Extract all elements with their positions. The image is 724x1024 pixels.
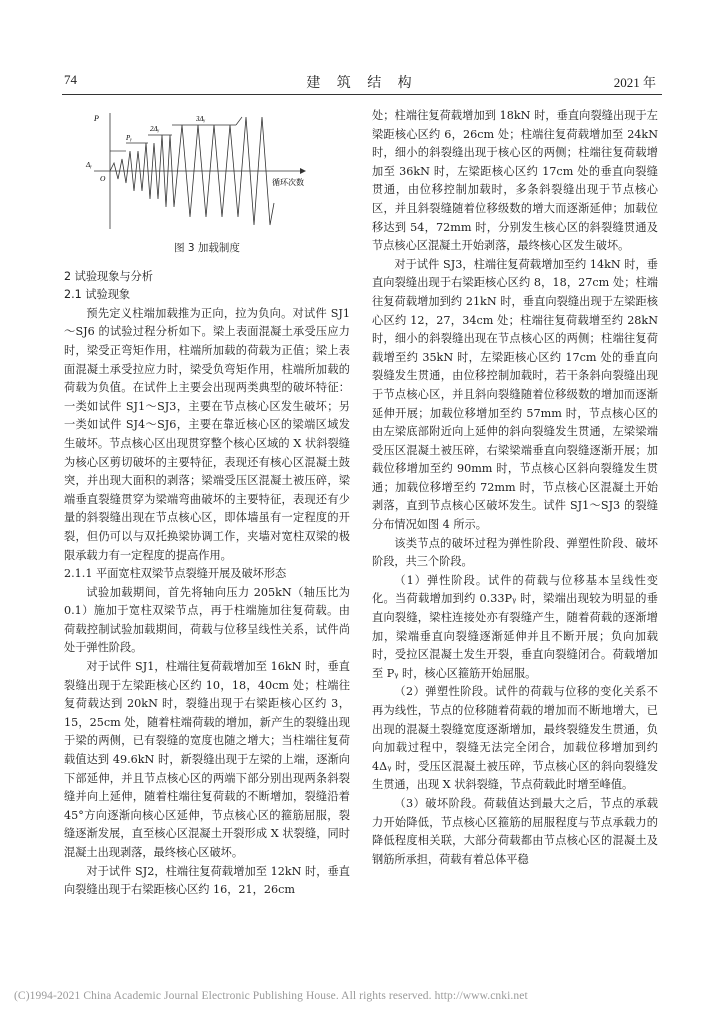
paragraph: 对于试件 SJ3，柱端往复荷载增加至约 14kN 时，垂直向裂缝出现于右梁距核心区约 8，18，27cm 处；柱端往复荷载增加到约 21kN 时，垂直向裂缝出现于左梁距核心区约 12，27，34cm 处；柱端往复荷载增至约 28kN 时，细小的斜裂缝出现在节点核心区的两侧；柱端往复荷载增至约 35kN 时，左梁距核心区约 17cm 处的垂直向裂缝发生贯通，由位移控制加载时，若干条斜向裂缝出现于节点核心区，并且斜向裂缝随着位移级数的增加而逐渐延伸开展；加载位移增加至约 57mm 时，节点核心区的由左梁底部附近向上延伸的斜向裂缝发生贯通，左梁梁端受压区混凝土被压碎，右梁梁端垂直向裂缝逐渐开展；加载位移增加至约 90mm 时，节点核心区斜向裂缝发生贯通；加载位移增至约 72mm 时，节点核心区混凝土开始剥落，直到节点核心区破坏发生。试件 SJ1～SJ3 的裂缝分布情况如图 4 所示。	[372, 257, 658, 532]
paragraph: 对于试件 SJ1，柱端往复荷载增加至 16kN 时，垂直裂缝出现于左梁距核心区约 10，18，40cm 处；柱端往复荷载达到 20kN 时，裂缝出现于右梁距核心区约 3，15，25cm 处，随着柱端荷载的增加，新产生的裂缝出现于梁的两侧，已有裂缝的宽度也随之增大；当柱端往复荷载值达到 49.6kN 时，新裂缝出现于左梁的上端，逐渐向下部延伸，并且节点核心区的两端下部分别出现两条斜裂缝并向上延伸，随着柱端往复荷载的不断增加，裂缝沿着 45°方向逐渐向核心区延伸，节点核心区的箍筋屈服，裂缝逐渐发展，直至核心区混凝土开裂形成 X 状裂缝，同时混凝土出现剥落，最终核心区破坏。	[64, 660, 350, 859]
paragraph: （1）弹性阶段。试件的荷载与位移基本呈线性变化。当荷载增加到约 0.33Pᵧ 时，梁端出现较为明显的垂直向裂缝，梁柱连接处亦有裂缝产生，随着荷载的逐渐增加，梁端垂直向裂缝逐渐延伸并且不断开展；负向加载时，受拉区混凝土发生开裂，垂直向裂缝闭合。荷载增加至 Pᵧ 时，核心区箍筋开始屈服。	[372, 573, 658, 680]
two-delta-label: 2Δᵧ	[150, 125, 160, 133]
subsection-heading: 2.1 试验现象	[64, 288, 131, 302]
left-column	[64, 107, 350, 900]
copyright-footer: (C)1994-2021 China Academic Journal Electronic Publishing House. All rights reserved. http://www.cnki.net	[14, 990, 528, 1002]
paragraph: （2）弹塑性阶段。试件的荷载与位移的变化关系不再为线性，节点的位移随着荷载的增加而不断地增大，已出现的混凝土裂缝宽度逐渐增加，最终裂缝发生贯通，负向加载过程中，裂缝无法完全闭合，加载位移增加到约 4Δᵧ 时，受压区混凝土被压碎，节点核心区的斜向裂缝发生贯通，出现 X 状斜裂缝，节点荷载此时增至峰值。	[372, 685, 658, 792]
py-label: Pᵧ	[126, 134, 132, 142]
subsubsection-heading: 2.1.1 平面宽柱双梁节点裂缝开展及破坏形态	[64, 567, 287, 581]
origin-label: O	[100, 174, 106, 183]
journal-title: 建 筑 结 构	[306, 75, 418, 91]
paragraph: 处；柱端往复荷载增加到 18kN 时，垂直向裂缝出现于左梁距核心区约 6，26cm 处；柱端往复荷载增加至 24kN 时，细小的斜裂缝出现于核心区的两侧；柱端往复荷载增加至 36kN 时，左梁距核心区约 17cm 处的垂直向裂缝贯通，由位移控制加载时，多条斜裂缝出现于节点核心区，并且斜裂缝随着位移级数的增大而逐渐延伸；加载位移达到 54，72mm 时，分别发生核心区的斜裂缝贯通及节点核心区混凝土开始剥落，最终核心区发生破坏。	[372, 109, 658, 253]
x-axis-label: 循环次数	[272, 178, 304, 187]
section-heading: 2 试验现象与分析	[64, 269, 153, 283]
figure-caption: 图 3 加载制度	[174, 242, 240, 254]
paragraph: 对于试件 SJ2，柱端往复荷载增加至 12kN 时，垂直向裂缝出现于右梁距核心区约 16，21，26cm	[64, 864, 350, 897]
delta-label: Δᵧ	[86, 161, 92, 169]
loading-protocol-figure	[64, 107, 350, 233]
y-axis-label: P	[94, 114, 99, 123]
journal-year: 2021 年	[613, 75, 656, 90]
header-rule	[62, 94, 662, 95]
page-number: 74	[64, 72, 77, 87]
paragraph: 该类节点的破坏过程为弹性阶段、弹塑性阶段、破坏阶段，共三个阶段。	[372, 536, 658, 569]
right-column	[372, 107, 658, 869]
paragraph: （3）破坏阶段。荷载值达到最大之后，节点的承载力开始降低，节点核心区箍筋的屈服程度与节点承载力的降低程度相关联，大部分荷载都由节点核心区的混凝土及钢筋所承担，荷载有着总体平稳	[372, 796, 658, 866]
three-delta-label: 3Δᵧ	[196, 115, 206, 123]
paragraph: 预先定义柱端加载推为正向，拉为负向。对试件 SJ1～SJ6 的试验过程分析如下。梁上表面混凝土承受压应力时，梁受正弯矩作用，柱端所加载的荷载为正值；梁上表面混凝土承受拉应力时，梁受负弯矩作用，柱端所加载的荷载为负值。在试件上主要会出现两类典型的破坏特征：一类如试件 SJ1～SJ3，主要在节点核心区发生破坏；另一类如试件 SJ4～SJ6，主要在靠近核心区的梁端区域发生破坏。节点核心区出现贯穿整个核心区域的 X 状斜裂缝为核心区剪切破坏的主要特征，表现还有核心区混凝土鼓突，并出现大面积的剥落；梁端受压区混凝土被压碎，梁端垂直裂缝贯穿为梁端弯曲破坏的主要特征，表现还有少量的斜裂缝出现在节点核心区，即体墙虽有一定程度的开裂，但仍可以与双托换梁协调工作，夹墙对宽柱双梁的极限承载力有一定程度的提高作用。	[64, 306, 350, 562]
paragraph: 试验加载期间，首先将轴向压力 205kN（轴压比为 0.1）施加于宽柱双梁节点，再于柱端施加往复荷载。由荷载控制试验加载期间，荷载与位移呈线性关系，试件尚处于弹性阶段。	[64, 585, 350, 655]
